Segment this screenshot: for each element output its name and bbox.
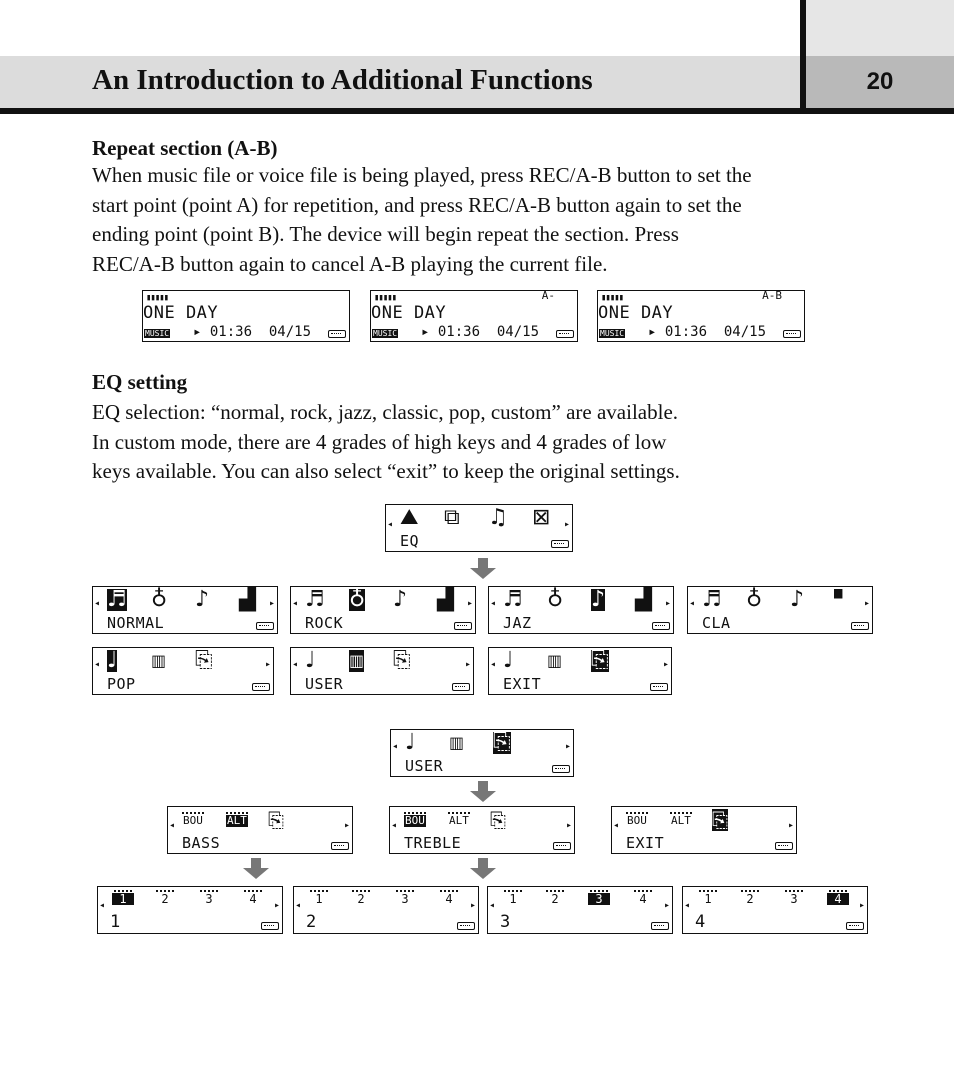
left-arrow-icon: ◂ [387, 519, 394, 530]
lcd-treble-screen [389, 806, 575, 854]
lcd-eq-mode [290, 647, 474, 695]
custom-icon: ▥ [151, 651, 167, 670]
custom-icon: ▥ [449, 733, 465, 752]
sub-label: TREBLE [404, 834, 462, 852]
sub-label: EXIT [626, 834, 665, 852]
left-arrow-icon: ◂ [391, 820, 398, 831]
pop-icon: ♩ [107, 648, 118, 673]
left-arrow-icon: ◂ [99, 900, 106, 911]
bou-label: BOU [183, 814, 203, 827]
grade-4: 4 [242, 888, 264, 905]
alt-label: ALT [227, 814, 247, 827]
drum-icon: ♁ [349, 587, 366, 612]
battery-icon [331, 842, 349, 850]
battery-icon [553, 842, 571, 850]
battery-icon [454, 622, 472, 630]
mode-label: JAZ [503, 614, 532, 632]
lcd-user-screen [390, 729, 574, 777]
repeat-heading: Repeat section (A-B) [92, 136, 278, 160]
song-title: ONE DAY [143, 303, 219, 323]
bou-key [626, 809, 648, 827]
lcd-grade-screen [293, 886, 479, 934]
down-arrow-icon [470, 781, 496, 801]
music-tag: MUSIC [373, 329, 398, 338]
grade-2: 2 [739, 888, 761, 905]
music-icon: ♫ [488, 505, 508, 530]
grade-1: 1 [308, 888, 330, 905]
signal-icon: ▮▮▮▮▮ [146, 293, 169, 303]
pop-icon: ♩ [305, 648, 316, 673]
menu-label: EQ [400, 532, 420, 550]
bou-label: BOU [405, 814, 425, 827]
battery-icon [457, 922, 475, 930]
mode-label: EXIT [503, 675, 542, 693]
header-corner [806, 0, 954, 56]
alt-label: ALT [671, 814, 691, 827]
battery-icon [328, 330, 346, 338]
battery-icon [552, 765, 570, 773]
right-arrow-icon: ▸ [469, 900, 476, 911]
grade-3: 3 [783, 888, 805, 905]
time: 01:36 [664, 324, 708, 340]
right-arrow-icon: ▸ [464, 659, 471, 670]
lcd-eq-mode [92, 647, 274, 695]
ab-indicator: A-B [762, 290, 782, 302]
grade-value: 4 [695, 912, 706, 932]
eq-line: In custom mode, there are 4 grades of high keys and 4 grades of low [92, 429, 667, 454]
left-arrow-icon: ◂ [392, 741, 399, 752]
grade-1: 1 [112, 888, 134, 905]
right-arrow-icon: ▸ [662, 659, 669, 670]
page-title: An Introduction to Additional Functions [92, 64, 593, 96]
eq-line: keys available. You can also select “exit” to keep the original settings. [92, 459, 680, 483]
mode-label: ROCK [305, 614, 344, 632]
mode-label: USER [305, 675, 344, 693]
bou-key [404, 809, 426, 827]
left-arrow-icon: ◂ [613, 820, 620, 831]
right-arrow-icon: ▸ [268, 598, 275, 609]
left-arrow-icon: ◂ [292, 659, 299, 670]
battery-icon [452, 683, 470, 691]
exit-icon: ⎘ [490, 808, 506, 832]
sax-icon: ♪ [393, 587, 408, 612]
bou-key [182, 809, 204, 827]
left-arrow-icon: ◂ [684, 900, 691, 911]
play-status: ▸ 01:36 04/15 [193, 324, 312, 340]
drum-icon: ♁ [547, 587, 564, 612]
exit-icon: ⎘ [393, 648, 411, 673]
play-mode-icon: ⧉ [444, 505, 460, 530]
alt-key [448, 809, 470, 827]
right-arrow-icon: ▸ [565, 820, 572, 831]
piano-icon: ▟ [635, 587, 652, 612]
play-status: ▸ 01:36 04/15 [648, 324, 767, 340]
exit-icon: ⎘ [712, 808, 728, 832]
grade-value: 2 [306, 912, 317, 932]
right-arrow-icon: ▸ [264, 659, 271, 670]
lcd-eq-mode [488, 647, 672, 695]
track: 04/15 [723, 324, 767, 340]
lcd-exit-screen [611, 806, 797, 854]
down-arrow-icon [470, 858, 496, 878]
ab-indicator: A- [541, 290, 555, 302]
pop-icon: ♩ [405, 730, 416, 755]
battery-icon [651, 922, 669, 930]
eq-icon: ⛰ [400, 505, 419, 530]
exit-icon: ⎘ [591, 648, 609, 673]
repeat-line: When music file or voice file is being played, press REC/A-B button to set the [92, 163, 752, 187]
mode-label: POP [107, 675, 136, 693]
note-icon: ♬ [702, 587, 722, 612]
music-tag: MUSIC [600, 329, 625, 338]
battery-icon [556, 330, 574, 338]
sub-label: BASS [182, 834, 221, 852]
lcd-eq-mode [687, 586, 873, 634]
down-arrow-icon [470, 558, 496, 578]
lcd-bass-screen [167, 806, 353, 854]
exit-icon: ⎘ [195, 648, 213, 673]
grade-1: 1 [697, 888, 719, 905]
grade-3: 3 [394, 888, 416, 905]
left-arrow-icon: ◂ [689, 598, 696, 609]
left-arrow-icon: ◂ [489, 900, 496, 911]
note-icon: ♬ [107, 587, 127, 612]
lcd-eq-menu [385, 504, 573, 552]
grade-4: 4 [827, 888, 849, 905]
exit-icon: ⎘ [268, 808, 284, 832]
left-arrow-icon: ◂ [490, 598, 497, 609]
custom-icon: ▥ [547, 651, 563, 670]
left-arrow-icon: ◂ [292, 598, 299, 609]
right-arrow-icon: ▸ [858, 900, 865, 911]
repeat-line: start point (point A) for repetition, and press REC/A-B button again to set the [92, 192, 742, 217]
grade-2: 2 [154, 888, 176, 905]
grade-value: 1 [110, 912, 121, 932]
settings-icon: ⊠ [532, 505, 551, 530]
battery-icon [252, 683, 270, 691]
mode-label: CLA [702, 614, 731, 632]
eq-line: EQ selection: “normal, rock, jazz, classic, pop, custom” are available. [92, 400, 679, 424]
battery-icon [851, 622, 869, 630]
sax-icon: ♪ [591, 587, 606, 612]
grade-3: 3 [198, 888, 220, 905]
alt-key [226, 809, 248, 827]
left-arrow-icon: ◂ [94, 598, 101, 609]
battery-icon [650, 683, 668, 691]
battery-icon [652, 622, 670, 630]
battery-icon [261, 922, 279, 930]
right-arrow-icon: ▸ [466, 598, 473, 609]
right-arrow-icon: ▸ [863, 598, 870, 609]
battery-icon [846, 922, 864, 930]
right-arrow-icon: ▸ [664, 598, 671, 609]
lcd-grade-screen [682, 886, 868, 934]
mode-label: USER [405, 757, 444, 775]
play-status: ▸ 01:36 04/15 [421, 324, 540, 340]
grade-4: 4 [632, 888, 654, 905]
battery-icon [783, 330, 801, 338]
right-arrow-icon: ▸ [563, 519, 570, 530]
signal-icon: ▮▮▮▮▮ [374, 293, 397, 303]
track: 04/15 [268, 324, 312, 340]
lcd-eq-mode [92, 586, 278, 634]
eq-heading: EQ setting [92, 370, 188, 394]
lcd-playback-screen [370, 290, 578, 342]
song-title: ONE DAY [598, 303, 674, 323]
battery-icon [256, 622, 274, 630]
piano-icon: ▟ [834, 587, 851, 612]
lcd-eq-mode [290, 586, 476, 634]
grade-4: 4 [438, 888, 460, 905]
lcd-grade-screen [97, 886, 283, 934]
piano-icon: ▟ [239, 587, 256, 612]
music-tag: MUSIC [145, 329, 170, 338]
repeat-paragraph [92, 161, 752, 279]
pop-icon: ♩ [503, 648, 514, 673]
battery-icon [775, 842, 793, 850]
signal-icon: ▮▮▮▮▮ [601, 293, 624, 303]
repeat-line: ending point (point B). The device will begin repeat the section. Press [92, 222, 679, 246]
exit-icon: ⎘ [493, 730, 511, 755]
drum-icon: ♁ [746, 587, 763, 612]
right-arrow-icon: ▸ [564, 741, 571, 752]
drum-icon: ♁ [151, 587, 168, 612]
right-arrow-icon: ▸ [273, 900, 280, 911]
left-arrow-icon: ◂ [295, 900, 302, 911]
lcd-grade-screen [487, 886, 673, 934]
time: 01:36 [209, 324, 253, 340]
left-arrow-icon: ◂ [169, 820, 176, 831]
down-arrow-icon [243, 858, 269, 878]
right-arrow-icon: ▸ [343, 820, 350, 831]
left-arrow-icon: ◂ [490, 659, 497, 670]
grade-2: 2 [544, 888, 566, 905]
bou-label: BOU [627, 814, 647, 827]
grade-1: 1 [502, 888, 524, 905]
header-rule [0, 108, 954, 114]
battery-icon [551, 540, 569, 548]
grade-2: 2 [350, 888, 372, 905]
track: 04/15 [496, 324, 540, 340]
note-icon: ♬ [305, 587, 325, 612]
left-arrow-icon: ◂ [94, 659, 101, 670]
note-icon: ♬ [503, 587, 523, 612]
time: 01:36 [437, 324, 481, 340]
sax-icon: ♪ [195, 587, 210, 612]
lcd-eq-mode [488, 586, 674, 634]
lcd-playback-screen [142, 290, 350, 342]
right-arrow-icon: ▸ [663, 900, 670, 911]
sax-icon: ♪ [790, 587, 805, 612]
eq-paragraph [92, 398, 680, 487]
grade-value: 3 [500, 912, 511, 932]
grade-3: 3 [588, 888, 610, 905]
song-title: ONE DAY [371, 303, 447, 323]
custom-icon: ▥ [349, 651, 365, 670]
alt-key [670, 809, 692, 827]
piano-icon: ▟ [437, 587, 454, 612]
lcd-playback-screen [597, 290, 805, 342]
mode-label: NORMAL [107, 614, 165, 632]
alt-label: ALT [449, 814, 469, 827]
right-arrow-icon: ▸ [787, 820, 794, 831]
page-number: 20 [866, 68, 894, 95]
repeat-line: REC/A-B button again to cancel A-B playing the current file. [92, 251, 608, 276]
